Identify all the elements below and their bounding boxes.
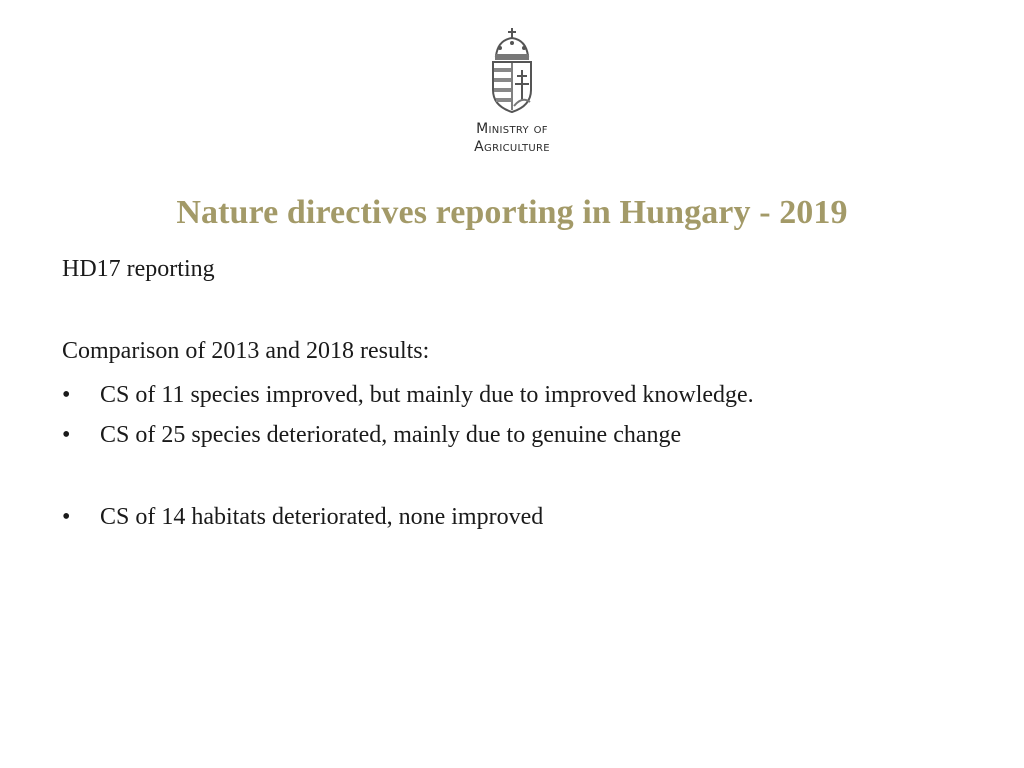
list-item-text: CS of 11 species improved, but mainly due to improved knowledge.: [100, 382, 754, 408]
slide-subtitle: HD17 reporting: [62, 256, 215, 282]
habitats-list: [62, 502, 543, 542]
list-item: [62, 380, 754, 420]
list-item: [62, 420, 754, 460]
ministry-name: [0, 120, 1024, 156]
ministry-name-line2: Agriculture: [474, 139, 550, 155]
slide-title: Nature directives reporting in Hungary - 2019: [176, 194, 848, 231]
results-list: [62, 380, 754, 460]
list-item: [62, 502, 543, 542]
hungarian-coat-of-arms-icon: [488, 26, 536, 114]
list-item-text: CS of 14 habitats deteriorated, none improved: [100, 504, 544, 530]
bullet-icon: •: [62, 422, 71, 448]
bullet-icon: •: [62, 504, 71, 530]
comparison-intro: Comparison of 2013 and 2018 results:: [62, 338, 430, 364]
ministry-name-line1: Ministry of: [476, 121, 548, 137]
bullet-icon: •: [62, 382, 71, 408]
list-item-text: CS of 25 species deteriorated, mainly due to genuine change: [100, 422, 682, 448]
ministry-logo: [0, 26, 1024, 156]
